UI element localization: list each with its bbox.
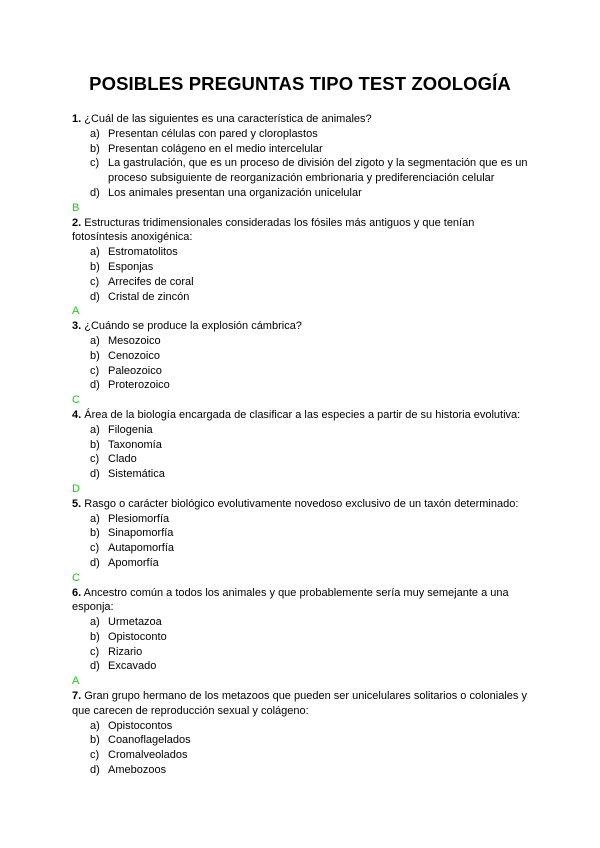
question-statement: Rasgo o carácter biológico evolutivamente novedoso exclusivo de un taxón determinado: bbox=[84, 497, 519, 510]
option-letter: d) bbox=[90, 290, 100, 303]
option-text: Sinapomorfía bbox=[108, 527, 174, 540]
option-letter: b) bbox=[90, 260, 100, 273]
correct-answer: A bbox=[72, 305, 80, 318]
answer-option bbox=[90, 275, 532, 290]
question-statement: ¿Cuándo se produce la explosión cámbrica? bbox=[84, 320, 302, 333]
option-text: Esponjas bbox=[108, 260, 154, 273]
option-letter: c) bbox=[90, 453, 100, 466]
option-text: Urmetazoa bbox=[108, 616, 162, 629]
option-letter: d) bbox=[90, 556, 100, 569]
option-text: Coanoflagelados bbox=[108, 734, 191, 747]
answer-option bbox=[90, 645, 532, 660]
option-letter: c) bbox=[90, 542, 100, 555]
question-text bbox=[72, 497, 532, 512]
answer-option bbox=[90, 260, 532, 275]
option-letter: a) bbox=[90, 719, 100, 732]
option-letter: a) bbox=[90, 246, 100, 259]
correct-answer: A bbox=[72, 675, 80, 688]
answer-option bbox=[90, 452, 532, 467]
answer-option bbox=[90, 349, 532, 364]
question-block bbox=[72, 586, 532, 690]
option-text: Los animales presentan una organización unicelular bbox=[108, 186, 362, 199]
option-letter: d) bbox=[90, 764, 100, 777]
option-text: Apomorfía bbox=[108, 556, 159, 569]
option-text: Estromatolitos bbox=[108, 246, 178, 259]
option-letter: d) bbox=[90, 379, 100, 392]
option-text: Taxonomía bbox=[108, 438, 162, 451]
question-list bbox=[72, 112, 532, 778]
option-letter: b) bbox=[90, 142, 100, 155]
answer-option bbox=[90, 541, 532, 556]
question-text bbox=[72, 586, 532, 616]
question-statement: Gran grupo hermano de los metazoos que pueden ser unicelulares solitarios o coloniales y que carecen de reproducción sexual y colágeno: bbox=[72, 690, 527, 717]
option-letter: b) bbox=[90, 349, 100, 362]
answer-option bbox=[90, 526, 532, 541]
correct-answer: B bbox=[72, 201, 80, 214]
option-letter: a) bbox=[90, 334, 100, 347]
answer-option bbox=[90, 659, 532, 674]
option-text: La gastrulación, que es un proceso de división del zigoto y la segmentación que es un proceso subsiguiente de reorganización embrionaria y prediferenciación celular bbox=[108, 157, 528, 185]
option-text: Arrecifes de coral bbox=[108, 275, 194, 288]
option-text: Sistemática bbox=[108, 468, 165, 481]
option-text: Clado bbox=[108, 453, 137, 466]
answer-option bbox=[90, 467, 532, 482]
option-text: Excavado bbox=[108, 660, 157, 673]
option-text: Mesozoico bbox=[108, 334, 161, 347]
option-text: Presentan colágeno en el medio intercelular bbox=[108, 142, 323, 155]
question-number: 1. bbox=[72, 113, 82, 125]
question-text bbox=[72, 408, 532, 423]
answer-option bbox=[90, 556, 532, 571]
correct-answer: C bbox=[72, 571, 80, 584]
answer-option bbox=[90, 719, 532, 734]
option-text: Rizario bbox=[108, 645, 143, 658]
option-text: Proterozoico bbox=[108, 379, 170, 392]
question-statement: Ancestro común a todos los animales y que probablemente sería muy semejante a una esponja: bbox=[72, 586, 509, 614]
answer-option bbox=[90, 127, 532, 142]
option-letter: a) bbox=[90, 512, 100, 525]
question-text bbox=[72, 689, 532, 719]
answer-option bbox=[90, 423, 532, 438]
option-letter: c) bbox=[90, 275, 100, 288]
option-letter: d) bbox=[90, 660, 100, 673]
answer-option bbox=[90, 512, 532, 527]
question-number: 2. bbox=[72, 216, 82, 229]
option-letter: b) bbox=[90, 734, 100, 747]
option-text: Autapomorfía bbox=[108, 542, 175, 555]
question-block bbox=[72, 112, 532, 216]
question-number: 3. bbox=[72, 320, 82, 333]
answer-option bbox=[90, 763, 532, 778]
question-text bbox=[72, 216, 532, 246]
answer-option bbox=[90, 733, 532, 748]
answer-option bbox=[90, 630, 532, 645]
option-text: Plesiomorfía bbox=[108, 512, 170, 525]
option-text: Presentan células con pared y cloroplastos bbox=[108, 127, 318, 140]
option-letter: c) bbox=[90, 364, 100, 377]
answer-option bbox=[90, 364, 532, 379]
question-number: 4. bbox=[72, 408, 82, 421]
answer-option bbox=[90, 290, 532, 305]
question-block bbox=[72, 319, 532, 408]
option-text: Opistoconto bbox=[108, 630, 167, 643]
question-statement: Estructuras tridimensionales consideradas los fósiles más antiguos y que tenían fotosíntesis anoxigénica: bbox=[72, 216, 475, 244]
option-text: Cenozoico bbox=[108, 349, 160, 362]
answer-option bbox=[90, 748, 532, 763]
answer-option bbox=[90, 156, 532, 186]
answer-option bbox=[90, 334, 532, 349]
question-block bbox=[72, 216, 532, 320]
answer-option bbox=[90, 142, 532, 157]
question-number: 7. bbox=[72, 690, 82, 703]
option-letter: c) bbox=[90, 749, 100, 762]
correct-answer: C bbox=[72, 394, 80, 407]
option-text: Paleozoico bbox=[108, 364, 162, 377]
answer-option bbox=[90, 186, 532, 201]
correct-answer: D bbox=[72, 482, 80, 495]
question-text bbox=[72, 112, 532, 127]
question-text bbox=[72, 319, 532, 334]
question-block bbox=[72, 408, 532, 497]
option-text: Cromalveolados bbox=[108, 749, 188, 762]
option-letter: a) bbox=[90, 616, 100, 629]
option-letter: d) bbox=[90, 468, 100, 481]
question-statement: Área de la biología encargada de clasificar a las especies a partir de su historia evolutiva: bbox=[84, 408, 521, 421]
answer-option bbox=[90, 378, 532, 393]
question-block bbox=[72, 497, 532, 586]
option-letter: b) bbox=[90, 630, 100, 643]
answer-option bbox=[90, 245, 532, 260]
answer-option bbox=[90, 438, 532, 453]
option-letter: a) bbox=[90, 127, 100, 140]
question-block bbox=[72, 689, 532, 778]
question-number: 6. bbox=[72, 586, 82, 599]
option-letter: c) bbox=[90, 157, 100, 170]
option-letter: b) bbox=[90, 438, 100, 451]
option-text: Filogenia bbox=[108, 423, 153, 436]
option-letter: b) bbox=[90, 527, 100, 540]
option-letter: c) bbox=[90, 645, 100, 658]
question-statement: ¿Cuál de las siguientes es una característica de animales? bbox=[84, 113, 372, 125]
option-text: Opistocontos bbox=[108, 719, 173, 732]
option-letter: d) bbox=[90, 186, 100, 199]
question-number: 5. bbox=[72, 497, 82, 510]
page-title: POSIBLES PREGUNTAS TIPO TEST ZOOLOGÍA bbox=[89, 73, 511, 94]
option-letter: a) bbox=[90, 423, 100, 436]
answer-option bbox=[90, 615, 532, 630]
option-text: Amebozoos bbox=[108, 764, 167, 777]
option-text: Cristal de zincón bbox=[108, 290, 190, 303]
